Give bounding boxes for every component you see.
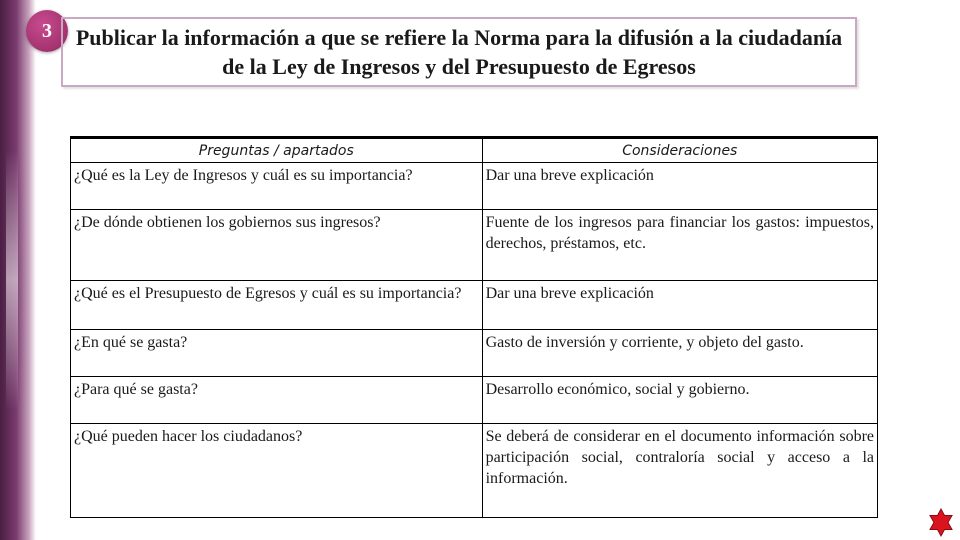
question-cell: ¿Qué es la Ley de Ingresos y cuál es su importancia? (71, 163, 483, 210)
question-cell: ¿De dónde obtienen los gobiernos sus ingresos? (71, 210, 483, 281)
header-considerations: Consideraciones (482, 138, 877, 163)
slide-number: 3 (42, 19, 52, 42)
star-icon[interactable] (926, 508, 956, 538)
table-row (71, 281, 878, 330)
table-row (71, 424, 878, 518)
title-box (61, 17, 857, 87)
consideration-cell: Fuente de los ingresos para financiar los gastos: impuestos, derechos, préstamos, etc. (482, 210, 877, 281)
consideration-cell: Desarrollo económico, social y gobierno. (482, 377, 877, 424)
consideration-cell: Gasto de inversión y corriente, y objeto del gasto. (482, 330, 877, 377)
table-row (71, 210, 878, 281)
questions-table (70, 136, 878, 518)
question-cell: ¿Qué es el Presupuesto de Egresos y cuál es su importancia? (71, 281, 483, 330)
slide-title: Publicar la información a que se refiere la Norma para la difusión a la ciudadanía de la Ley de Ingresos y del Presupuesto de Egresos (75, 25, 843, 79)
question-cell: ¿En qué se gasta? (71, 330, 483, 377)
table-row (71, 163, 878, 210)
table-header-row (71, 138, 878, 163)
header-questions: Preguntas / apartados (71, 138, 483, 163)
table-row (71, 377, 878, 424)
side-band-glow (6, 150, 18, 410)
consideration-cell: Se deberá de considerar en el documento información sobre participación social, contraloría social y acceso a la información. (482, 424, 877, 518)
decorative-side-band (0, 0, 36, 540)
consideration-cell: Dar una breve explicación (482, 281, 877, 330)
question-cell: ¿Para qué se gasta? (71, 377, 483, 424)
star-icon-shape (930, 509, 952, 536)
question-cell: ¿Qué pueden hacer los ciudadanos? (71, 424, 483, 518)
consideration-cell: Dar una breve explicación (482, 163, 877, 210)
table-row (71, 330, 878, 377)
